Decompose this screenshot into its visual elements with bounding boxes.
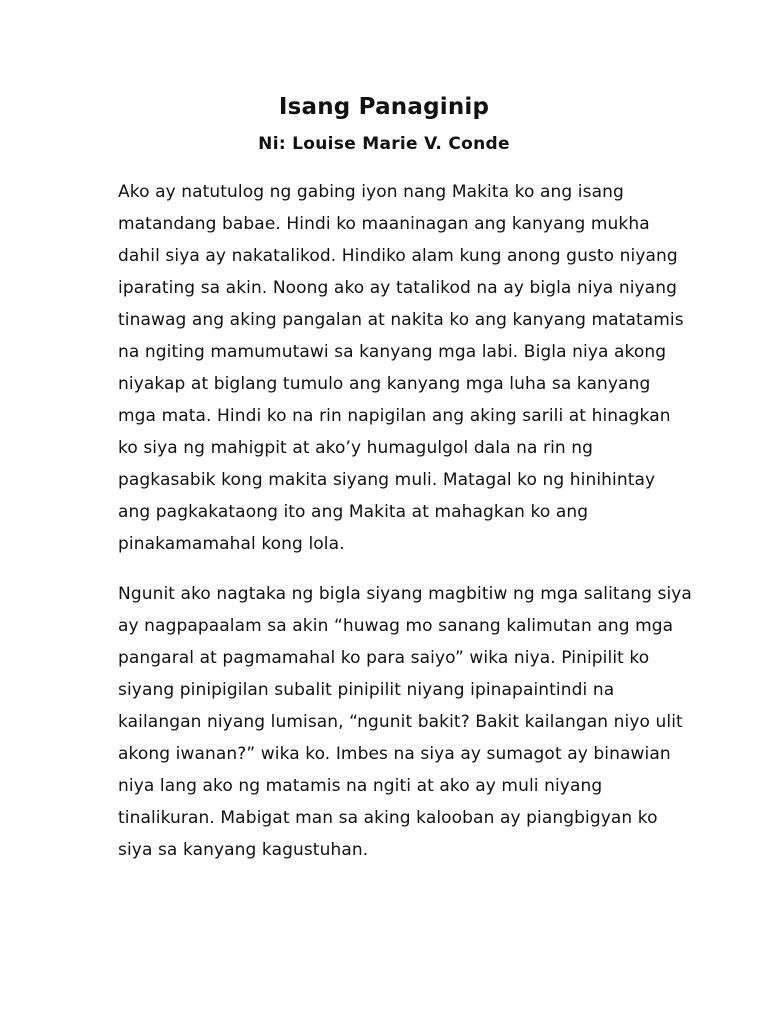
paragraph-line: matandang babae. Hindi ko maaninagan ang kanyang mukha <box>118 214 650 234</box>
paragraph-line: niya lang ako ng matamis na ngiti at ako ay muli niyang <box>118 776 603 796</box>
paragraph-line: pangaral at pagmamahal ko para saiyo” wika niya. Pinipilit ko <box>118 648 650 668</box>
page-title: Isang Panaginip <box>278 94 490 120</box>
paragraph-line: tinawag ang aking pangalan at nakita ko ang kanyang matatamis <box>118 310 684 330</box>
paragraph-2 <box>118 578 718 866</box>
paragraph-line: siya sa kanyang kagustuhan. <box>118 840 369 860</box>
paragraph-line: tinalikuran. Mabigat man sa aking kalooban ay piangbigyan ko <box>118 808 658 828</box>
paragraph-line: na ngiting mamumutawi sa kanyang mga labi. Bigla niya akong <box>118 342 667 362</box>
author-byline: Ni: Louise Marie V. Conde <box>258 134 510 154</box>
paragraph-line: ay nagpapaalam sa akin “huwag mo sanang kalimutan ang mga <box>118 616 674 636</box>
paragraph-line: akong iwanan?” wika ko. Imbes na siya ay sumagot ay binawian <box>118 744 671 764</box>
paragraph-line: iparating sa akin. Noong ako ay tatalikod na ay bigla niya niyang <box>118 278 677 298</box>
paragraph-line: Ngunit ako nagtaka ng bigla siyang magbitiw ng mga salitang siya <box>118 584 692 604</box>
paragraph-line: pinakamamahal kong lola. <box>118 534 345 554</box>
paragraph-line: ang pagkakataong ito ang Makita at mahagkan ko ang <box>118 502 589 522</box>
paragraph-line: ko siya ng mahigpit at ako’y humagulgol dala na rin ng <box>118 438 594 458</box>
paragraph-1 <box>118 176 718 560</box>
paragraph-line: pagkasabik kong makita siyang muli. Matagal ko ng hinihintay <box>118 470 656 490</box>
paragraph-line: mga mata. Hindi ko na rin napigilan ang aking sarili at hinagkan <box>118 406 671 426</box>
paragraph-line: Ako ay natutulog ng gabing iyon nang Makita ko ang isang <box>118 182 624 202</box>
paragraph-line: dahil siya ay nakatalikod. Hindiko alam kung anong gusto niyang <box>118 246 678 266</box>
paragraph-line: kailangan niyang lumisan, “ngunit bakit? Bakit kailangan niyo ulit <box>118 712 683 732</box>
paragraph-line: niyakap at biglang tumulo ang kanyang mga luha sa kanyang <box>118 374 651 394</box>
paragraph-line: siyang pinipigilan subalit pinipilit niyang ipinapaintindi na <box>118 680 615 700</box>
